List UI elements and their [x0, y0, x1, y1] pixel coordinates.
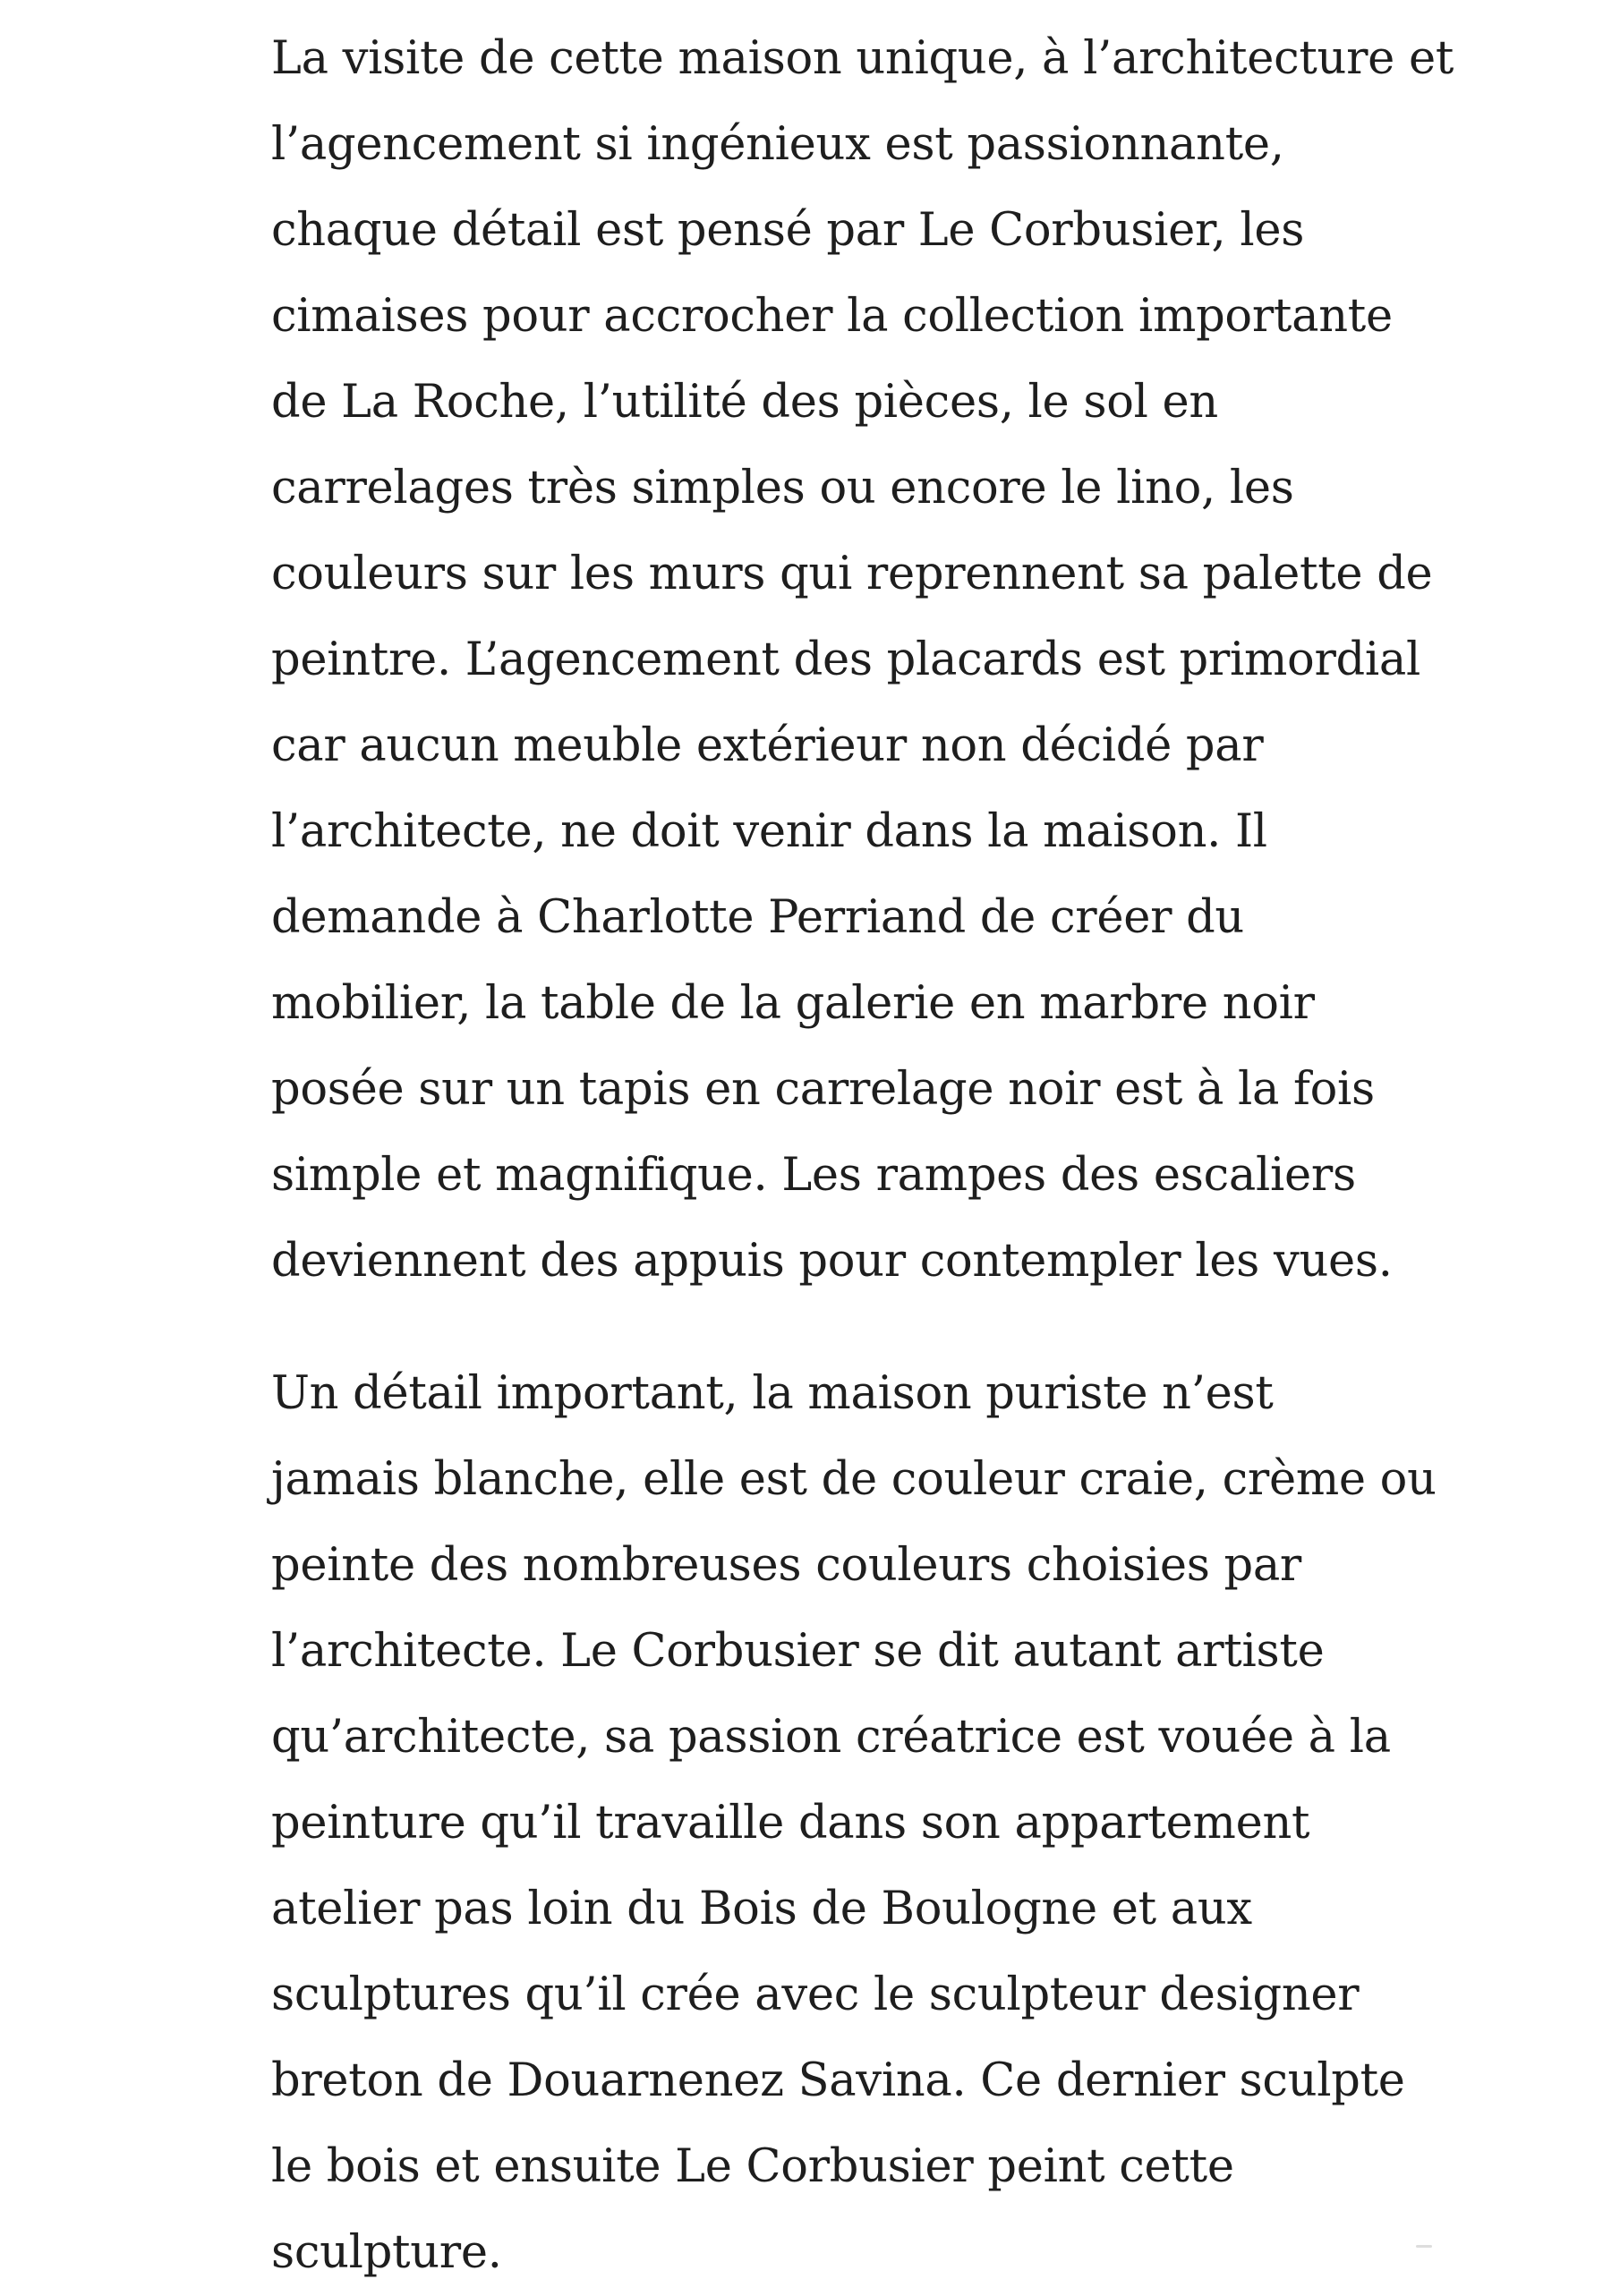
article-body — [271, 16, 1454, 2296]
scroll-indicator[interactable] — [1416, 2245, 1432, 2248]
paragraph-purist-house — [271, 1351, 1437, 2296]
text-line: qu’architecte, sa passion créatrice est vouée à la — [271, 1711, 1391, 1764]
text-line: car aucun meuble extérieur non décidé par — [271, 719, 1264, 772]
text-line: de La Roche, l’utilité des pièces, le sol en — [271, 376, 1218, 429]
text-line: atelier pas loin du Bois de Boulogne et aux — [271, 1883, 1252, 1935]
text-line: sculpture. — [271, 2226, 502, 2279]
text-line: Un détail important, la maison puriste n’est — [271, 1367, 1274, 1420]
text-line: carrelages très simples ou encore le lino, les — [271, 462, 1294, 514]
text-line: peintre. L’agencement des placards est primordial — [271, 634, 1421, 686]
text-line: sculptures qu’il crée avec le sculpteur designer — [271, 1969, 1360, 2021]
text-line: couleurs sur les murs qui reprennent sa palette de — [271, 548, 1433, 600]
text-line: jamais blanche, elle est de couleur craie, crème ou — [271, 1453, 1437, 1506]
text-line: demande à Charlotte Perriand de créer du — [271, 891, 1244, 944]
text-line: peinture qu’il travaille dans son appartement — [271, 1797, 1310, 1850]
text-line: l’architecte. Le Corbusier se dit autant artiste — [271, 1625, 1325, 1678]
text-line: mobilier, la table de la galerie en marbre noir — [271, 977, 1315, 1030]
text-line: l’agencement si ingénieux est passionnante, — [271, 118, 1284, 171]
text-line: La visite de cette maison unique, à l’architecture et — [271, 32, 1454, 85]
text-line: cimaises pour accrocher la collection importante — [271, 290, 1393, 343]
text-line: simple et magnifique. Les rampes des escaliers — [271, 1149, 1356, 1202]
text-line: le bois et ensuite Le Corbusier peint cette — [271, 2140, 1234, 2193]
text-line: l’architecte, ne doit venir dans la maison. Il — [271, 805, 1267, 858]
text-line: peinte des nombreuses couleurs choisies par — [271, 1539, 1302, 1592]
text-line: chaque détail est pensé par Le Corbusier, les — [271, 204, 1305, 257]
text-line: posée sur un tapis en carrelage noir est à la fois — [271, 1063, 1375, 1116]
text-line: breton de Douarnenez Savina. Ce dernier sculpte — [271, 2054, 1405, 2107]
text-line: deviennent des appuis pour contempler les vues. — [271, 1235, 1393, 1288]
paragraph-architecture — [271, 16, 1454, 1305]
